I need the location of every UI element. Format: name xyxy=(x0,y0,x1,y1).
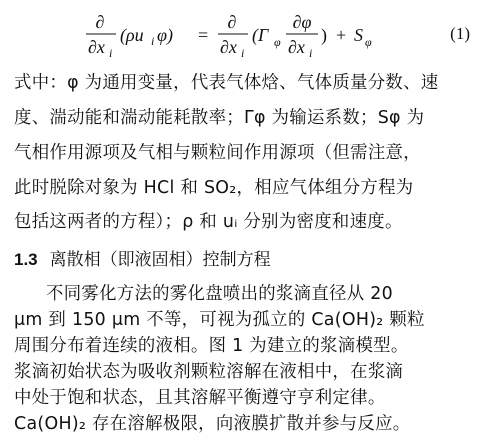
paragraph2-line-1: 不同雾化方法的雾化盘喷出的浆滴直径从 20 xyxy=(46,284,393,304)
paragraph1-line-1: 式中：φ 为通用变量，代表气体焓、气体质量分数、速 xyxy=(14,73,439,93)
lhs-numerator: ∂ xyxy=(95,12,105,32)
paragraph1-line-2: 度、湍动能和湍动能耗散率；Γφ 为输运系数；Sφ 为 xyxy=(14,108,425,128)
paragraph1-line-4: 此时脱除对象为 HCl 和 SO₂，相应气体组分方程为 xyxy=(14,178,414,198)
rhs-numerator: ∂ xyxy=(227,12,237,32)
paragraph2-line-5: 中处于饱和状态，且其溶解平衡遵守亨利定律。 xyxy=(14,388,386,408)
rhs-denominator-sub: i xyxy=(241,46,245,60)
paragraph2-line-3: 周围分布着连续的液相。图 1 为建立的浆滴模型。 xyxy=(14,336,409,356)
inner-denominator: ∂x xyxy=(288,37,305,57)
section-heading xyxy=(14,245,271,275)
section-title: 离散相（即液固相）控制方程 xyxy=(49,250,271,270)
rhs-denominator: ∂x xyxy=(220,37,237,57)
gamma-term: (Γ xyxy=(252,25,269,45)
paragraph2-line-2: μm 到 150 μm 不等，可视为孤立的 Ca(OH)₂ 颗粒 xyxy=(14,310,425,330)
close-paren: ) xyxy=(321,25,327,45)
lhs-denominator: ∂x xyxy=(88,37,105,57)
equation-1 xyxy=(0,6,482,64)
paragraph2-line-4: 浆滴初始状态为吸收剂颗粒溶解在液相中，在浆滴 xyxy=(14,362,404,382)
inner-denominator-sub: i xyxy=(309,46,313,60)
equals-sign: = xyxy=(198,25,209,45)
paragraph1-line-3: 气相作用源项及气相与颗粒间作用源项（但需注意， xyxy=(14,143,421,163)
equation-svg xyxy=(0,6,430,64)
gamma-sub: φ xyxy=(274,35,281,49)
paragraph2-line-6: Ca(OH)₂ 存在溶解极限，向液膜扩散并参与反应。 xyxy=(14,414,411,434)
inner-numerator: ∂φ xyxy=(292,12,312,32)
source-sub: φ xyxy=(365,35,372,49)
lhs-denominator-sub: i xyxy=(109,46,113,60)
lhs-body-end: φ) xyxy=(157,25,173,45)
lhs-body: (ρu xyxy=(120,25,144,45)
plus-sign: + xyxy=(336,25,347,45)
lhs-body-sub: i xyxy=(151,34,155,48)
paragraph1-line-5: 包括这两者的方程）；ρ 和 uᵢ 分别为密度和速度。 xyxy=(14,212,403,232)
source-term: S xyxy=(354,25,363,45)
equation-number: (1) xyxy=(450,24,470,43)
section-number: 1.3 xyxy=(14,250,38,269)
